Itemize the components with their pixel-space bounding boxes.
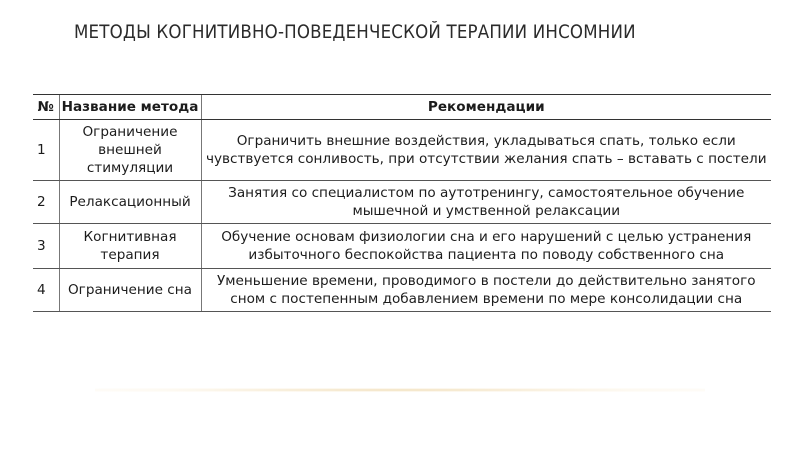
recommendation-text: Уменьшение времени, проводимого в постели до действительно занятого сном с постепенным добавлением времени по мере консолидации сна <box>216 273 756 307</box>
row-recommendation <box>201 269 771 312</box>
slide-title: МЕТОДЫ КОГНИТИВНО-ПОВЕДЕНЧЕСКОЙ ТЕРАПИИ ИНСОМНИИ <box>74 22 636 43</box>
row-number: 1 <box>33 120 59 181</box>
table-row <box>33 181 771 224</box>
table-row <box>33 269 771 312</box>
row-recommendation <box>201 120 771 181</box>
recommendation-text: Обучение основам физиологии сна и его нарушений с целью устранения избыточного беспокойства пациента по поводу собственного сна <box>221 229 752 263</box>
row-number: 3 <box>33 224 59 269</box>
row-recommendation <box>201 224 771 269</box>
row-number: 2 <box>33 181 59 224</box>
methods-table-container <box>33 94 771 312</box>
header-method-name: Название метода <box>59 95 201 120</box>
row-method-name: Ограничение сна <box>59 269 201 312</box>
header-number: № <box>33 95 59 120</box>
row-method-name: Релаксационный <box>59 181 201 224</box>
row-method-name: Когнитивная терапия <box>59 224 201 269</box>
header-recommendations: Рекомендации <box>201 95 771 120</box>
row-number: 4 <box>33 269 59 312</box>
row-recommendation <box>201 181 771 224</box>
decorative-divider-glow <box>95 388 705 392</box>
table-header-row <box>33 95 771 120</box>
table-row <box>33 224 771 269</box>
table-row <box>33 120 771 181</box>
methods-table <box>33 94 771 312</box>
recommendation-text: Занятия со специалистом по аутотренингу, самостоятельное обучение мышечной и умственной релаксации <box>228 185 745 219</box>
row-method-name: Ограничение внешней стимуляции <box>59 120 201 181</box>
recommendation-text: Ограничить внешние воздействия, укладываться спать, только если чувствуется сонливость, при отсутствии желания спать – вставать с постели <box>205 133 767 167</box>
